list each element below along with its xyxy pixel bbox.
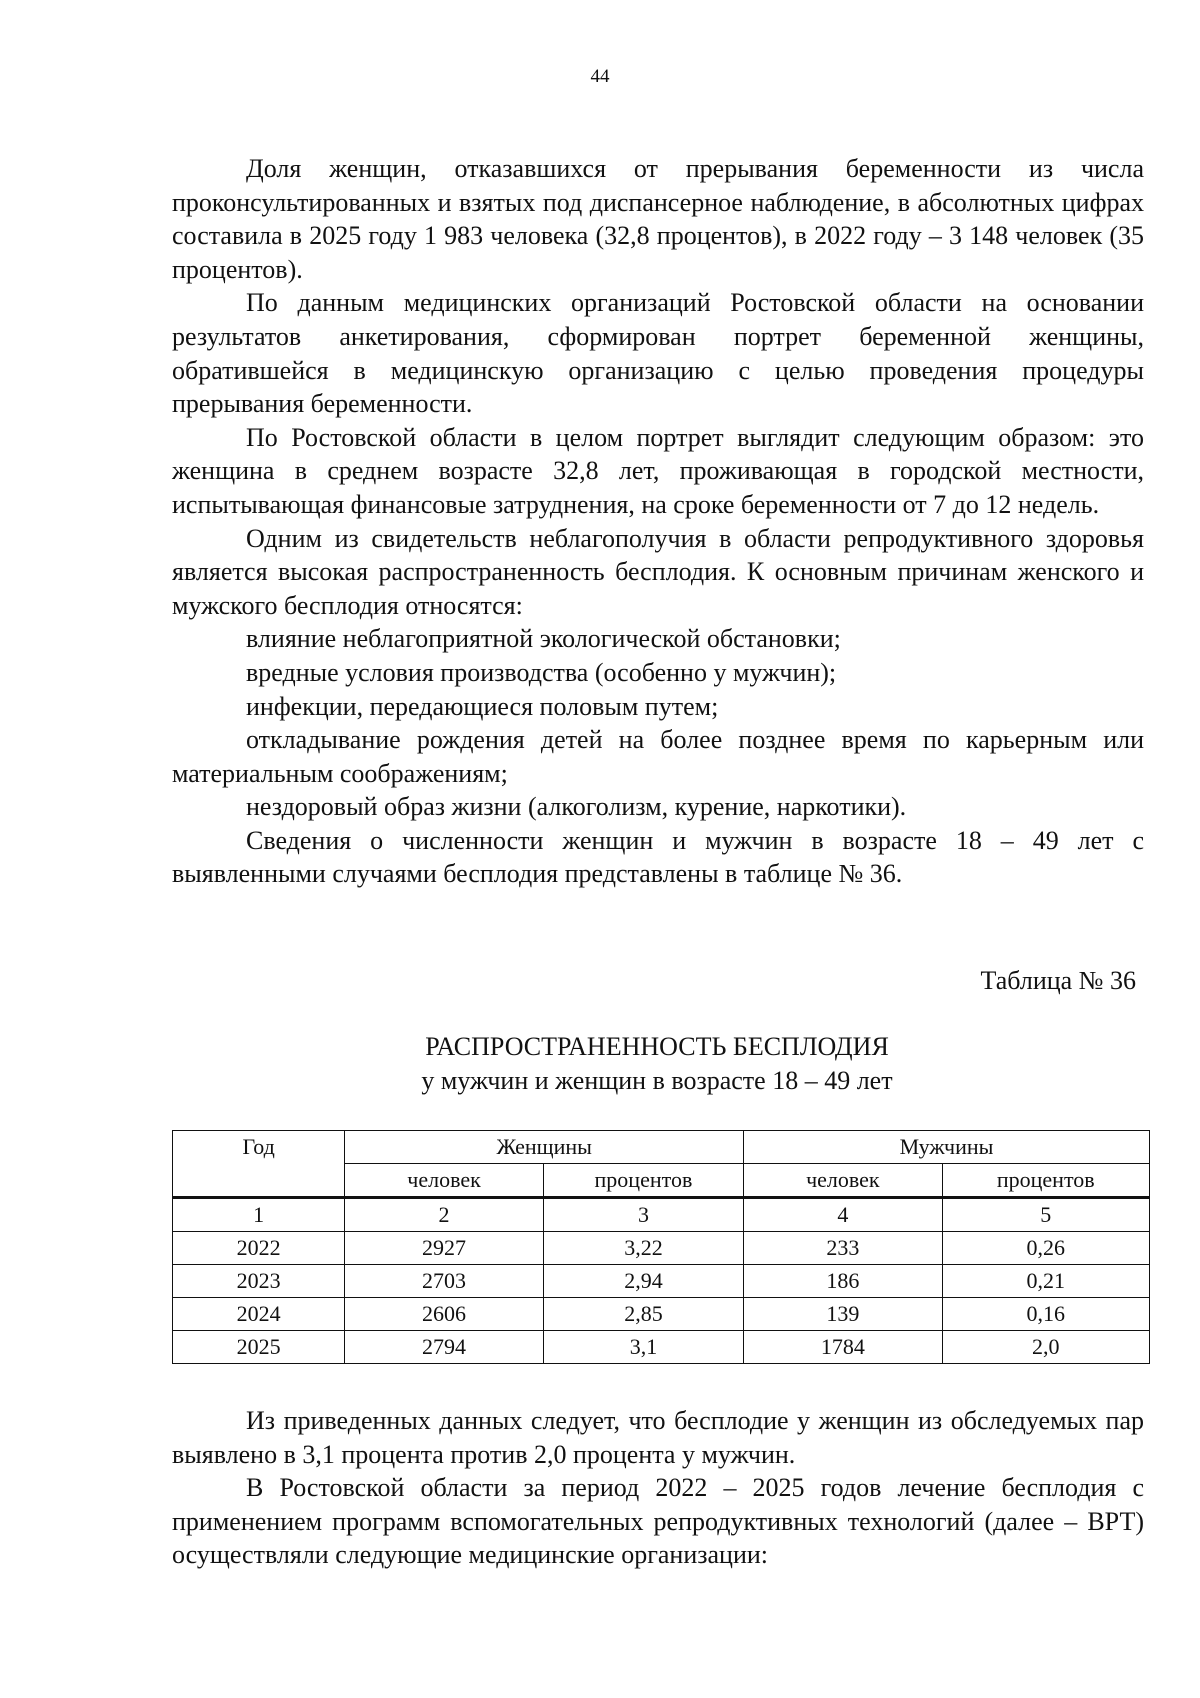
cell-year: 2022 — [173, 1232, 345, 1265]
column-number: 1 — [173, 1198, 345, 1232]
header-women-people: человек — [345, 1164, 543, 1198]
after-table-text — [172, 1404, 1144, 1572]
table-title: РАСПРОСТРАНЕННОСТЬ БЕСПЛОДИЯ — [425, 1032, 889, 1061]
table-title-block — [0, 1030, 1200, 1098]
cell-year: 2023 — [173, 1265, 345, 1298]
cell-men-count: 233 — [744, 1232, 942, 1265]
cause-item-infections: инфекции, передающиеся половым путем; — [246, 691, 719, 721]
cause-item-postponing-birth: откладывание рождения детей на более позднее время по карьерным или материальным соображениям; — [172, 725, 1144, 788]
page-number: 44 — [590, 66, 610, 87]
cause-item-ecology: влияние неблагоприятной экологической обстановки; — [246, 624, 841, 654]
cell-men-percent: 0,21 — [942, 1265, 1149, 1298]
table-row — [173, 1232, 1150, 1265]
paragraph-infertility-intro: Одним из свидетельств неблагополучия в области репродуктивного здоровья является высокая распространенность бесплодия. К основным причинам женского и мужского бесплодия относятся: — [172, 523, 1144, 620]
paragraph-art-organizations: В Ростовской области за период 2022 – 2025 годов лечение бесплодия с применением программ вспомогательных репродуктивных технологий (далее – ВРТ) осуществляли следующие медицинские организации: — [172, 1473, 1144, 1570]
cell-women-percent: 2,85 — [543, 1298, 743, 1331]
table-row — [173, 1331, 1150, 1364]
cell-men-count: 139 — [744, 1298, 942, 1331]
header-men-people: человек — [744, 1164, 942, 1198]
cell-women-percent: 3,22 — [543, 1232, 743, 1265]
header-women: Женщины — [345, 1131, 744, 1164]
paragraph-refusal-share: Доля женщин, отказавшихся от прерывания беременности из числа проконсультированных и взятых под диспансерное наблюдение, в абсолютных цифрах составила в 2025 году 1 983 человека (32,8 процентов), в 2022 году – 3 148 человек (35 процентов). — [172, 154, 1144, 284]
cell-year: 2025 — [173, 1331, 345, 1364]
cell-men-percent: 0,16 — [942, 1298, 1149, 1331]
cell-year: 2024 — [173, 1298, 345, 1331]
column-number-row — [173, 1198, 1150, 1232]
paragraph-table-intro: Сведения о численности женщин и мужчин в возрасте 18 – 49 лет с выявленными случаями бесплодия представлены в таблице № 36. — [172, 825, 1144, 889]
cell-women-percent: 2,94 — [543, 1265, 743, 1298]
column-number: 3 — [543, 1198, 743, 1232]
cell-women-count: 2794 — [345, 1331, 543, 1364]
header-year: Год — [173, 1131, 345, 1198]
paragraph-table-conclusion: Из приведенных данных следует, что бесплодие у женщин из обследуемых пар выявлено в 3,1 процента против 2,0 процента у мужчин. — [172, 1406, 1144, 1469]
table-row — [173, 1298, 1150, 1331]
cell-men-count: 1784 — [744, 1331, 942, 1364]
paragraph-portrait-description: По Ростовской области в целом портрет выглядит следующим образом: это женщина в среднем возрасте 32,8 лет, проживающая в городской местности, испытывающая финансовые затруднения, на сроке беременности от 7 до 12 недель. — [172, 422, 1144, 519]
cell-women-count: 2606 — [345, 1298, 543, 1331]
cell-men-percent: 2,0 — [942, 1331, 1149, 1364]
column-number: 4 — [744, 1198, 942, 1232]
cell-women-count: 2927 — [345, 1232, 543, 1265]
cell-men-count: 186 — [744, 1265, 942, 1298]
table-header-row — [173, 1131, 1150, 1164]
header-men-percent: процентов — [942, 1164, 1149, 1198]
table-caption: Таблица № 36 — [980, 966, 1136, 995]
table-subtitle: у мужчин и женщин в возрасте 18 – 49 лет — [421, 1066, 893, 1095]
cell-men-percent: 0,26 — [942, 1232, 1149, 1265]
cell-women-count: 2703 — [345, 1265, 543, 1298]
cause-item-work-conditions: вредные условия производства (особенно у мужчин); — [246, 657, 837, 687]
column-number: 5 — [942, 1198, 1149, 1232]
body-text — [172, 152, 1144, 891]
header-women-percent: процентов — [543, 1164, 743, 1198]
header-men: Мужчины — [744, 1131, 1150, 1164]
column-number: 2 — [345, 1198, 543, 1232]
infertility-table — [172, 1130, 1150, 1364]
paragraph-survey-portrait: По данным медицинских организаций Ростовской области на основании результатов анкетирования, сформирован портрет беременной женщины, обратившейся в медицинскую организацию с целью проведения процедуры прерывания беременности. — [172, 288, 1144, 419]
cause-item-lifestyle: нездоровый образ жизни (алкоголизм, курение, наркотики). — [246, 792, 907, 822]
table-row — [173, 1265, 1150, 1298]
cell-women-percent: 3,1 — [543, 1331, 743, 1364]
